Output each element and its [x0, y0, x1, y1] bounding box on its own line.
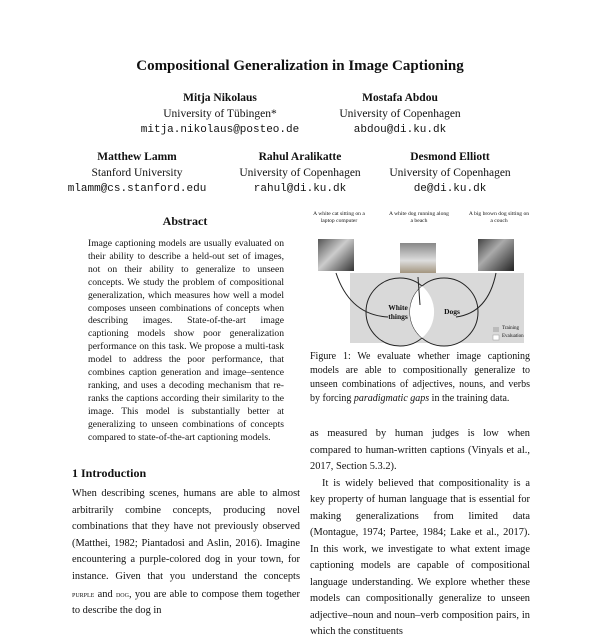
- legend-swatch-training: [493, 327, 499, 332]
- paper-title: Compositional Generalization in Image Captioning: [136, 58, 464, 74]
- concept-purple: purple: [72, 588, 95, 599]
- figure-caption: [310, 350, 530, 406]
- abstract-text: Image captioning models are usually evaluated on their ability to describe a held-out set of images, not on their ability to generalize to unseen concepts. We study the problem of compositional generalization, which measures how well a model composes unseen combinations of concepts when describing images. State-of-the-art image captioning models show poor generalization performance on this task. We propose a multi-task model to address the poor performance, that combines caption generation and image–sentence ranking, and uses a decoding mechanism that re-ranks the captions according their similarity to the image. This model is substantially better at generalizing to unseen combinations of concepts compared to state-of-the-art captioning models.: [88, 238, 284, 443]
- figure-caption-label-2: A white dog running along a beach: [389, 211, 449, 224]
- author-block-2: [310, 90, 490, 138]
- right-column-text: [310, 426, 530, 641]
- author-name: Rahul Aralikatte: [258, 151, 342, 163]
- legend-training: Training: [502, 326, 520, 331]
- author-affiliation: University of Copenhagen: [339, 108, 461, 120]
- venn-label-dogs: Dogs: [444, 307, 460, 316]
- concept-dog: dog: [115, 588, 129, 599]
- author-affiliation: University of Tübingen*: [163, 108, 277, 120]
- venn-diagram: [310, 205, 528, 350]
- author-email: rahul@di.ku.dk: [253, 183, 347, 195]
- right-column-p1: as measured by human judges is low when compared to human-written captions (Vinyals et al., 2017, Section 5.3.2).: [310, 428, 530, 472]
- author-block-5: [375, 149, 525, 197]
- author-block-4: [225, 149, 375, 197]
- author-email: mitja.nikolaus@posteo.de: [140, 124, 300, 136]
- author-name: Mostafa Abdou: [362, 92, 438, 104]
- author-affiliation: Stanford University: [91, 167, 183, 179]
- author-email: mlamm@cs.stanford.edu: [67, 183, 207, 195]
- figure-caption-a: Figure 1: We evaluate whether image captioning models are able to compositionally generalize to unseen combinations of adjectives, nouns, and verbs by forcing: [310, 351, 530, 404]
- figure-1: [310, 205, 528, 350]
- author-affiliation: University of Copenhagen: [239, 167, 361, 179]
- author-name: Desmond Elliott: [410, 151, 490, 163]
- legend-swatch-evaluation: [493, 335, 499, 340]
- intro-text-b: , you are able to compose them together to describe the dog in: [72, 588, 300, 617]
- legend-evaluation: Evaluation: [502, 334, 524, 339]
- intro-text-and: and: [94, 588, 116, 600]
- author-email: de@di.ku.dk: [413, 183, 487, 195]
- abstract-heading: Abstract: [162, 214, 208, 228]
- figure-caption-emphasis: paradigmatic gaps: [353, 393, 430, 404]
- section-heading-introduction: 1 Introduction: [72, 466, 147, 480]
- figure-caption-b: in the training data.: [429, 393, 510, 404]
- author-block-1: [130, 90, 310, 138]
- figure-caption-label-3: A big brown dog sitting on a couch: [468, 211, 530, 224]
- venn-label-white-things: White things: [388, 303, 408, 321]
- author-affiliation: University of Copenhagen: [389, 167, 511, 179]
- intro-text-a: When describing scenes, humans are able to almost arbitrarily combine concepts, producing novel combinations that they have not previously observed (Matthei, 1982; Piantadosi and Aslin, 2016). Imagine encountering a purple-colored dog in your town, for instance. Given that you understand the concepts: [72, 488, 300, 582]
- figure-caption-label-1: A white cat sitting on a laptop computer: [313, 211, 365, 224]
- author-name: Matthew Lamm: [97, 151, 177, 163]
- right-column-p2: It is widely believed that compositionality is a key property of human language that is essential for making generalizations from limited data (Montague, 1974; Partee, 1984; Lake et al., 2017). In this work, we investigate to what extent image captioning models are capable of compositional language understanding. We explore whether these models can compositionally generalize to unseen adjective–noun and noun–verb composition pairs, in which the constituents: [310, 477, 530, 637]
- author-block-3: [62, 149, 212, 197]
- author-name: Mitja Nikolaus: [183, 92, 257, 104]
- author-email: abdou@di.ku.dk: [353, 124, 447, 136]
